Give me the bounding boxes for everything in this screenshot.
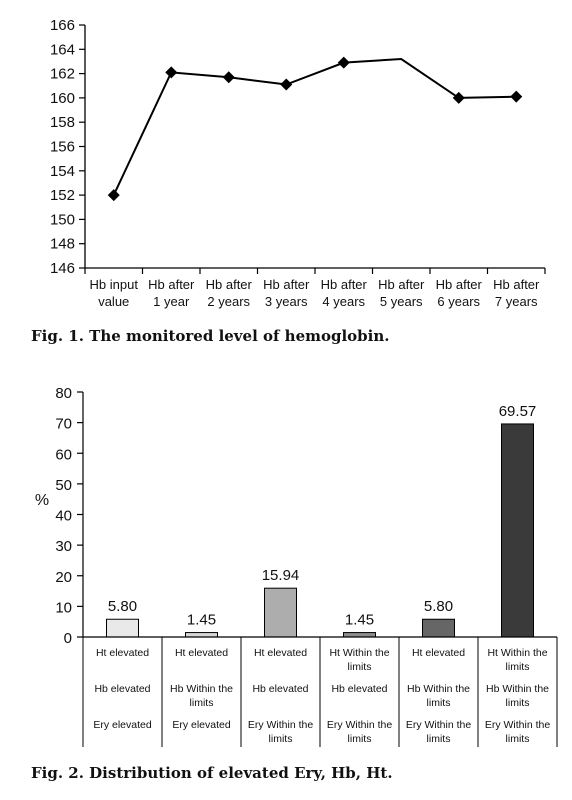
condition-label: limits bbox=[189, 697, 214, 709]
y-tick-label: 154 bbox=[49, 162, 75, 180]
condition-label: Ery elevated bbox=[172, 719, 231, 731]
bar bbox=[265, 588, 297, 637]
condition-label: Ht elevated bbox=[411, 647, 466, 659]
condition-label: Ery Within the bbox=[326, 719, 393, 731]
y-tick-label: 152 bbox=[49, 187, 75, 205]
data-point-marker bbox=[280, 79, 292, 91]
y-tick-label: 0 bbox=[63, 630, 72, 647]
x-tick-label: Hb after bbox=[493, 277, 540, 292]
condition-label: limits bbox=[505, 697, 530, 709]
condition-label: limits bbox=[426, 733, 451, 745]
condition-label: limits bbox=[347, 661, 372, 673]
distribution-bar-chart bbox=[0, 382, 572, 760]
y-tick-label: 162 bbox=[49, 65, 75, 83]
condition-label: Ht elevated bbox=[95, 647, 150, 659]
data-point-marker bbox=[223, 71, 235, 83]
data-point-marker bbox=[108, 189, 120, 201]
y-tick-label: 148 bbox=[49, 235, 75, 253]
x-tick-label: 1 year bbox=[153, 294, 190, 309]
y-tick-label: 156 bbox=[49, 138, 75, 156]
x-tick-label: Hb after bbox=[148, 277, 195, 292]
y-tick-label: 150 bbox=[49, 211, 75, 229]
y-tick-label: 60 bbox=[55, 446, 72, 464]
condition-label: limits bbox=[505, 661, 530, 673]
condition-label: Ht Within the bbox=[329, 647, 390, 659]
bar-value-label: 1.45 bbox=[344, 611, 375, 629]
bar-value-label: 15.94 bbox=[261, 567, 300, 585]
x-tick-label: Hb after bbox=[378, 277, 425, 292]
condition-label: limits bbox=[426, 697, 451, 709]
bar bbox=[186, 633, 218, 637]
condition-label: limits bbox=[347, 733, 372, 745]
condition-label: Hb Within the bbox=[406, 683, 471, 695]
condition-label: Ht Within the bbox=[487, 647, 548, 659]
y-axis-label: % bbox=[34, 492, 50, 509]
y-tick-label: 164 bbox=[49, 41, 75, 59]
condition-label: Ery Within the bbox=[247, 719, 314, 731]
condition-label: Ery Within the bbox=[484, 719, 551, 731]
data-point-marker bbox=[453, 92, 465, 104]
x-tick-label: Hb after bbox=[320, 277, 367, 292]
bar bbox=[423, 619, 455, 637]
condition-label: Ery Within the bbox=[405, 719, 472, 731]
condition-label: Ht elevated bbox=[253, 647, 308, 659]
condition-label: Hb elevated bbox=[94, 683, 151, 695]
y-tick-label: 166 bbox=[49, 17, 75, 34]
y-tick-label: 70 bbox=[55, 415, 72, 433]
y-tick-label: 146 bbox=[49, 260, 75, 277]
bar-value-label: 69.57 bbox=[498, 402, 537, 420]
bar-value-label: 1.45 bbox=[186, 611, 217, 629]
condition-label: Hb Within the bbox=[485, 683, 550, 695]
x-tick-label: 3 years bbox=[264, 294, 308, 309]
condition-label: Ht elevated bbox=[174, 647, 229, 659]
y-tick-label: 50 bbox=[55, 476, 72, 494]
condition-label: limits bbox=[268, 733, 293, 745]
data-point-marker bbox=[510, 91, 522, 103]
x-tick-label: Hb after bbox=[435, 277, 482, 292]
y-tick-label: 40 bbox=[55, 507, 72, 525]
x-tick-label: 6 years bbox=[437, 294, 481, 309]
y-tick-label: 10 bbox=[55, 599, 72, 617]
x-tick-label: 2 years bbox=[207, 294, 251, 309]
y-tick-label: 160 bbox=[49, 89, 75, 107]
condition-label: limits bbox=[505, 733, 530, 745]
x-tick-label: value bbox=[98, 294, 130, 309]
figure-2-caption: Fig. 2. Distribution of elevated Ery, Hb, Ht. bbox=[31, 764, 393, 782]
x-tick-label: 4 years bbox=[322, 294, 366, 309]
y-tick-label: 30 bbox=[55, 538, 72, 556]
x-tick-label: Hb input bbox=[89, 277, 138, 292]
y-tick-label: 80 bbox=[55, 385, 72, 402]
bar bbox=[344, 633, 376, 637]
condition-label: Ery elevated bbox=[93, 719, 152, 731]
bar bbox=[107, 619, 139, 637]
x-tick-label: 7 years bbox=[494, 294, 538, 309]
x-tick-label: Hb after bbox=[263, 277, 310, 292]
bar-value-label: 5.80 bbox=[423, 598, 454, 616]
hemoglobin-line-chart bbox=[0, 0, 572, 320]
bar-value-label: 5.80 bbox=[107, 598, 138, 616]
figure-1-caption: Fig. 1. The monitored level of hemoglobin. bbox=[31, 327, 390, 345]
y-tick-label: 20 bbox=[55, 568, 72, 586]
condition-label: Hb Within the bbox=[169, 683, 234, 695]
condition-label: Hb elevated bbox=[331, 683, 388, 695]
x-tick-label: 5 years bbox=[379, 294, 423, 309]
data-point-marker bbox=[338, 57, 350, 69]
x-tick-label: Hb after bbox=[205, 277, 252, 292]
bar bbox=[502, 424, 534, 637]
data-point-marker bbox=[165, 66, 177, 78]
hemoglobin-series-line bbox=[114, 59, 517, 195]
y-tick-label: 158 bbox=[49, 114, 75, 132]
condition-label: Hb elevated bbox=[252, 683, 309, 695]
